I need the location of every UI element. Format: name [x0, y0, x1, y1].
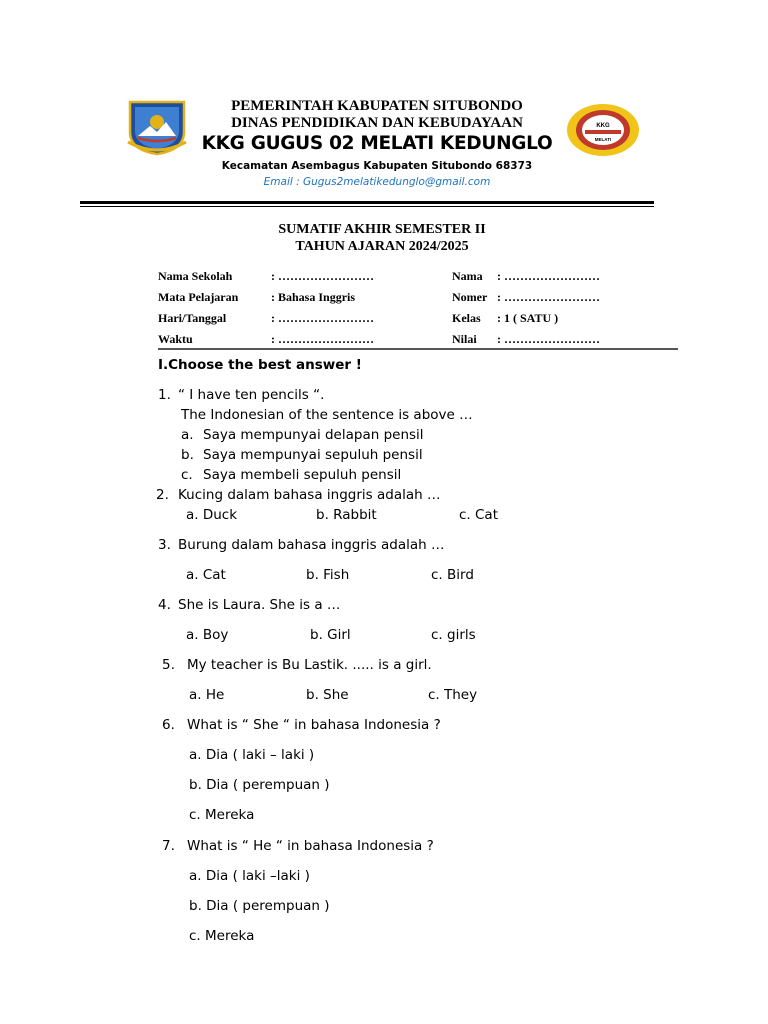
number-label: Nomer	[452, 290, 488, 304]
question-7-text: What is “ He “ in bahasa Indonesia ?	[187, 838, 434, 854]
section-instruction: I.Choose the best answer !	[158, 357, 362, 373]
school-name-label: Nama Sekolah	[158, 269, 233, 283]
question-4-option-b: b. Girl	[310, 627, 351, 643]
question-2-option-a: a. Duck	[186, 507, 238, 523]
question-3-option-a: a. Cat	[186, 567, 226, 583]
question-1-prompt: The Indonesian of the sentence is above …	[181, 407, 473, 423]
question-6-number: 6.	[162, 717, 175, 733]
question-5-option-b: b. She	[306, 687, 349, 703]
subject-field: : Bahasa Inggris	[271, 290, 356, 304]
exam-year: TAHUN AJARAN 2024/2025	[295, 239, 469, 254]
question-7-option-b: b. Dia ( perempuan )	[189, 898, 330, 914]
question-2-option-b: b. Rabbit	[316, 507, 377, 523]
question-3-number: 3.	[158, 537, 171, 553]
question-1-option-letter: b.	[181, 447, 194, 463]
header-divider-thin	[80, 206, 654, 207]
header-divider-thick	[80, 201, 654, 204]
exam-title: SUMATIF AKHIR SEMESTER II	[278, 222, 486, 237]
question-6-option-c: c. Mereka	[189, 807, 255, 823]
time-field: : ……………………	[271, 332, 374, 346]
number-field: : ……………………	[497, 290, 600, 304]
score-field: : ……………………	[497, 332, 600, 346]
regency-emblem-logo	[126, 98, 188, 156]
school-name-field: : ……………………	[271, 269, 374, 283]
kkg-melati-logo	[565, 102, 641, 158]
question-3-option-c: c. Bird	[431, 567, 474, 583]
question-1-option-letter: a.	[181, 427, 194, 443]
header-address: Kecamatan Asembagus Kabupaten Situbondo 68373	[221, 160, 533, 172]
question-5-text: My teacher is Bu Lastik. ..... is a girl.	[187, 657, 432, 673]
svg-text:KKG: KKG	[596, 123, 610, 129]
question-4-text: She is Laura. She is a …	[178, 597, 341, 613]
question-1-number: 1.	[158, 387, 171, 403]
time-label: Waktu	[158, 332, 193, 346]
question-1-option-a: Saya mempunyai delapan pensil	[203, 427, 424, 443]
question-5-option-a: a. He	[189, 687, 225, 703]
header-organization-name: KKG GUGUS 02 MELATI KEDUNGLO	[201, 133, 553, 154]
date-field: : ……………………	[271, 311, 374, 325]
svg-text:MELATI: MELATI	[594, 137, 612, 142]
question-1-text: “ I have ten pencils “.	[178, 387, 325, 403]
question-2-option-c: c. Cat	[459, 507, 498, 523]
student-name-label: Nama	[452, 269, 483, 283]
header-email: Email : Gugus2melatikedunglo@gmail.com	[263, 176, 491, 188]
score-label: Nilai	[452, 332, 477, 346]
question-1-option-c: Saya membeli sepuluh pensil	[203, 467, 402, 483]
date-label: Hari/Tanggal	[158, 311, 227, 325]
question-1-option-letter: c.	[181, 467, 193, 483]
question-4-option-a: a. Boy	[186, 627, 229, 643]
question-3-option-b: b. Fish	[306, 567, 350, 583]
question-4-option-c: c. girls	[431, 627, 476, 643]
header-department-line: DINAS PENDIDIKAN DAN KEBUDAYAAN	[231, 115, 523, 131]
question-5-number: 5.	[162, 657, 175, 673]
question-4-number: 4.	[158, 597, 171, 613]
question-3-text: Burung dalam bahasa inggris adalah …	[178, 537, 445, 553]
question-1-option-b: Saya mempunyai sepuluh pensil	[203, 447, 423, 463]
question-2-number: 2.	[156, 487, 169, 503]
question-7-number: 7.	[162, 838, 175, 854]
question-7-option-a: a. Dia ( laki –laki )	[189, 868, 310, 884]
class-field: : 1 ( SATU )	[497, 311, 559, 325]
identity-divider	[158, 348, 678, 350]
student-name-field: : ……………………	[497, 269, 600, 283]
question-7-option-c: c. Mereka	[189, 928, 255, 944]
class-label: Kelas	[452, 311, 481, 325]
question-6-option-b: b. Dia ( perempuan )	[189, 777, 330, 793]
question-5-option-c: c. They	[428, 687, 478, 703]
question-6-option-a: a. Dia ( laki – laki )	[189, 747, 315, 763]
question-2-text: Kucing dalam bahasa inggris adalah …	[178, 487, 441, 503]
question-6-text: What is “ She “ in bahasa Indonesia ?	[187, 717, 441, 733]
subject-label: Mata Pelajaran	[158, 290, 239, 304]
header-government-line: PEMERINTAH KABUPATEN SITUBONDO	[231, 98, 523, 114]
